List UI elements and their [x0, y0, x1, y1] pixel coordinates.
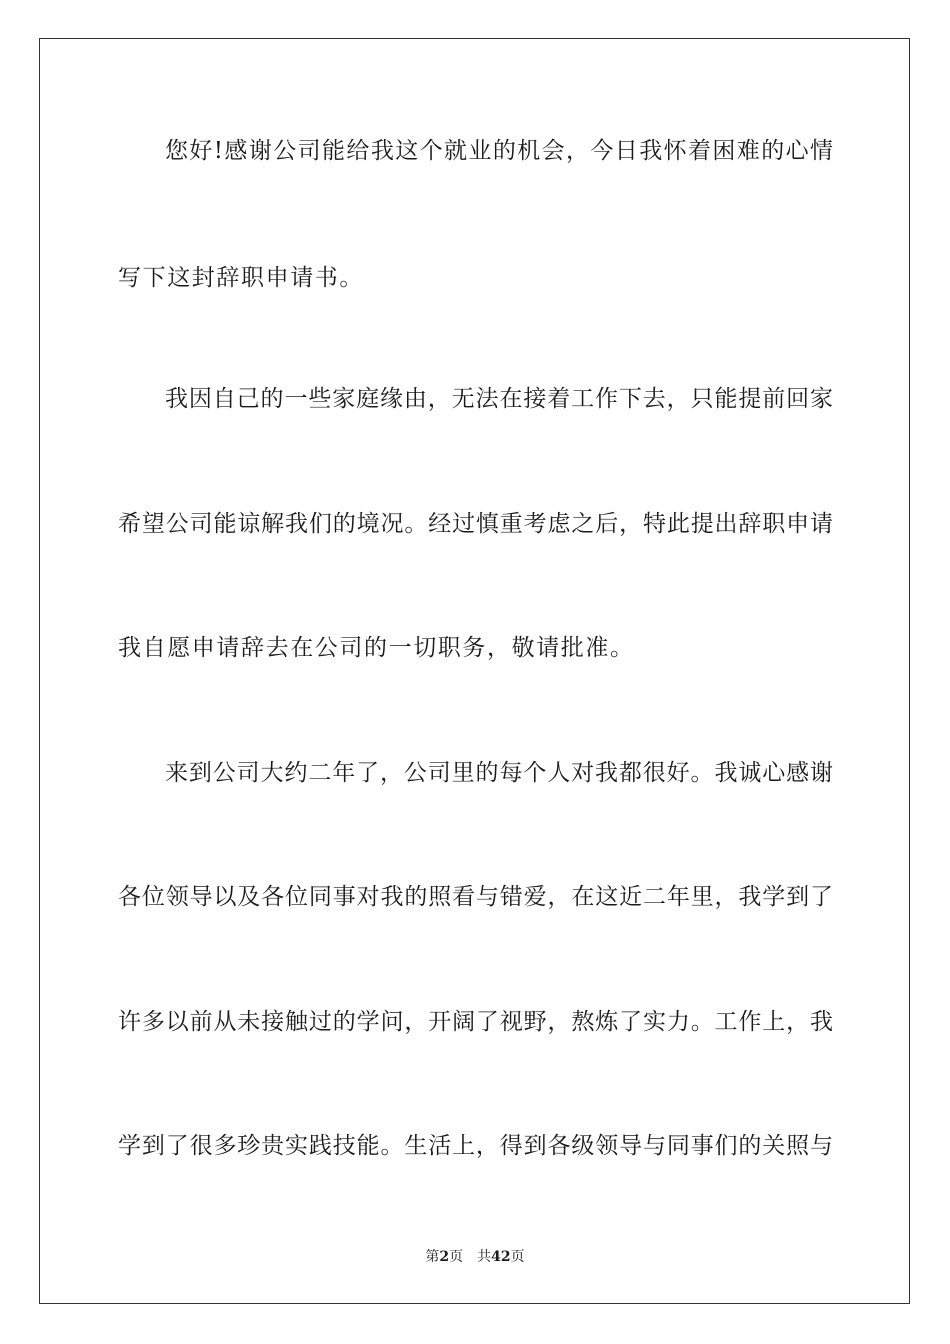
page-footer: [0, 1248, 950, 1266]
paragraph-line: 您好!感谢公司能给我这个就业的机会，今日我怀着困难的心情: [165, 138, 833, 164]
paragraph-line: 学到了很多珍贵实践技能。生活上，得到各级领导与同事们的关照与: [118, 1133, 833, 1159]
paragraph-line: 许多以前从未接触过的学问，开阔了视野，熬炼了实力。工作上，我: [118, 1009, 833, 1035]
total-suffix: 页: [510, 1249, 525, 1265]
page-suffix: 页: [449, 1249, 464, 1265]
page-prefix: 第: [425, 1249, 440, 1265]
paragraph-line: 来到公司大约二年了，公司里的每个人对我都很好。我诚心感谢: [165, 760, 833, 786]
total-pages: 42: [491, 1249, 511, 1265]
page-border: [39, 38, 910, 1304]
paragraph-line: 各位领导以及各位同事对我的照看与错爱，在这近二年里，我学到了: [118, 884, 833, 910]
paragraph-line: 写下这封辞职申请书。: [118, 265, 364, 291]
total-prefix: 共: [477, 1249, 492, 1265]
paragraph-line: 我自愿申请辞去在公司的一切职务，敬请批准。: [118, 635, 635, 661]
paragraph-line: 希望公司能谅解我们的境况。经过慎重考虑之后，特此提出辞职申请: [118, 511, 833, 537]
paragraph-line: 我因自己的一些家庭缘由，无法在接着工作下去，只能提前回家: [165, 386, 833, 412]
page-number: 2: [439, 1249, 450, 1265]
